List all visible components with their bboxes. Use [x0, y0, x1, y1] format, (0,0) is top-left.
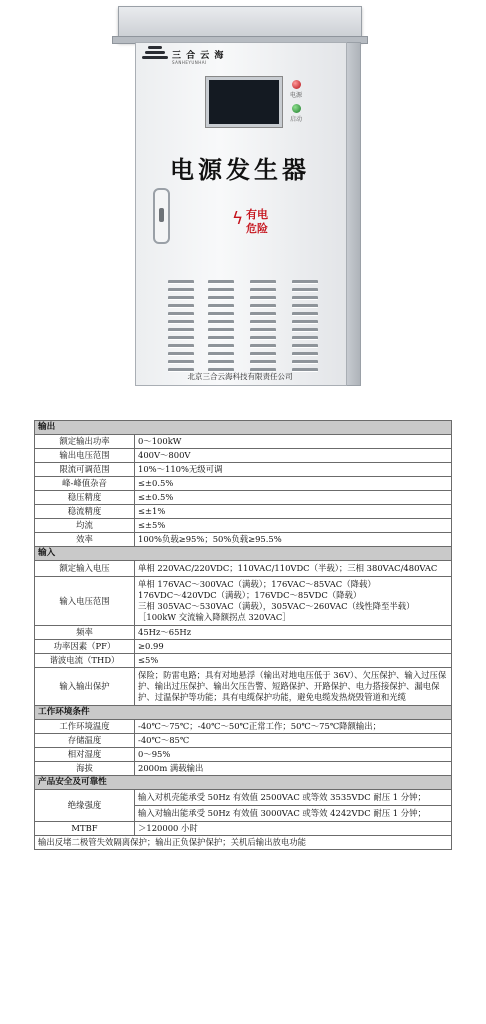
- spec-value: [135, 577, 452, 626]
- display-screen: [206, 77, 282, 127]
- logo-text: 三 合 云 海: [172, 51, 225, 61]
- table-row: [35, 561, 452, 577]
- vent-grille: [168, 280, 194, 366]
- spec-value-line: 三相 305VAC～530VAC（满载），305VAC～260VAC（线性降至半载）［100kW 交流输入降额拐点 320VAC］: [138, 601, 415, 622]
- spec-key: 稳压精度: [35, 491, 135, 505]
- spec-value: 单相 220VAC/220VDC；110VAC/110VDC（半载）；三相 380VAC/480VAC: [135, 561, 452, 577]
- section-row: [35, 706, 452, 720]
- table-row: [35, 748, 452, 762]
- spec-key: 海拔: [35, 762, 135, 776]
- spec-key: 均流: [35, 519, 135, 533]
- spec-key: 谐波电流（THD）: [35, 654, 135, 668]
- table-row: [35, 505, 452, 519]
- spec-value: -40℃～75℃；-40℃～50℃正常工作；50℃～75℃降额输出；: [135, 720, 452, 734]
- start-lamp-icon: [292, 104, 301, 113]
- manufacturer-label: 北京三合云海科技有限责任公司: [187, 372, 293, 381]
- spec-value: ≥0.99: [135, 640, 452, 654]
- spec-key: 稳流精度: [35, 505, 135, 519]
- vent-grille: [250, 280, 276, 366]
- product-image: [0, 0, 486, 390]
- logo-mark-icon: [142, 46, 168, 64]
- spec-value: 100%负载≥95%；50%负载≥95.5%: [135, 533, 452, 547]
- table-row: [35, 734, 452, 748]
- power-lamp-label: 电源: [290, 92, 303, 99]
- table-row: [35, 626, 452, 640]
- spec-value: 45Hz～65Hz: [135, 626, 452, 640]
- spec-key: 限流可调范围: [35, 463, 135, 477]
- table-row: [35, 519, 452, 533]
- spec-value: ≤±1%: [135, 505, 452, 519]
- start-lamp-label: 启动: [290, 116, 303, 123]
- spec-key: 输出电压范围: [35, 449, 135, 463]
- spec-key: 工作环境温度: [35, 720, 135, 734]
- danger-label: [246, 208, 286, 236]
- section-row: [35, 547, 452, 561]
- danger-label-line1: 有电: [246, 208, 268, 221]
- table-row: [35, 790, 452, 806]
- danger-label-line2: 危险: [246, 222, 268, 235]
- section-heading-output: 输出: [35, 421, 452, 435]
- spec-key: 额定输入电压: [35, 561, 135, 577]
- spec-key: 额定输出功率: [35, 435, 135, 449]
- spec-value-line: 176VDC～420VDC（满载）；176VDC～85VDC（降载）: [138, 590, 362, 600]
- table-row: [35, 668, 452, 706]
- section-heading-input: 输入: [35, 547, 452, 561]
- section-row: [35, 421, 452, 435]
- table-row: [35, 435, 452, 449]
- logo-subtext: SANHEYUNHAI: [172, 60, 207, 65]
- table-row: [35, 654, 452, 668]
- brand-logo: [142, 46, 242, 68]
- spec-value-line: 单相 176VAC～300VAC（满载）；176VAC～85VAC（降载）: [138, 579, 376, 589]
- spec-key: MTBF: [35, 822, 135, 836]
- spec-footer-note: 输出反堵二极管失效隔离保护；输出正负保护保护；关机后输出放电功能: [35, 836, 452, 850]
- spec-value: 保险；防雷电路；具有对地悬浮（输出对地电压低于 36V）、欠压保护、输入过压保护、输出过压保护、输出欠压告警、短路保护、开路保护、电力搭接保护、漏电保护、过温保护等功能；具有电缆保护功能，避免电缆发热烧毁管道和光缆: [135, 668, 452, 706]
- section-row: [35, 776, 452, 790]
- vent-grille: [208, 280, 234, 366]
- table-row: [35, 449, 452, 463]
- spec-value: 输入对输出能承受 50Hz 有效值 3000VAC 或等效 4242VDC 耐压 1 分钟；: [135, 806, 452, 822]
- spec-table: [34, 420, 452, 850]
- spec-value: 0～95%: [135, 748, 452, 762]
- table-row: [35, 762, 452, 776]
- table-row: [35, 477, 452, 491]
- spec-key: 输入输出保护: [35, 668, 135, 706]
- spec-key: 输入电压范围: [35, 577, 135, 626]
- spec-value: 2000m 满载输出: [135, 762, 452, 776]
- table-row: [35, 720, 452, 734]
- table-row: [35, 491, 452, 505]
- spec-value: ≤5%: [135, 654, 452, 668]
- cabinet-side: [345, 42, 361, 386]
- spec-key: 绝缘强度: [35, 790, 135, 822]
- cabinet-title: 电源发生器: [170, 156, 310, 184]
- door-handle-icon: [153, 188, 170, 244]
- spec-value: ≤±0.5%: [135, 491, 452, 505]
- table-row: [35, 533, 452, 547]
- section-heading-safety: 产品安全及可靠性: [35, 776, 452, 790]
- spec-key: 效率: [35, 533, 135, 547]
- spec-value: 10%～110%无级可调: [135, 463, 452, 477]
- spec-key: 峰-峰值杂音: [35, 477, 135, 491]
- spec-key: 功率因素（PF）: [35, 640, 135, 654]
- vent-grille: [292, 280, 318, 366]
- spec-value: ＞120000 小时: [135, 822, 452, 836]
- spec-value: ≤±5%: [135, 519, 452, 533]
- spec-value: 输入对机壳能承受 50Hz 有效值 2500VAC 或等效 3535VDC 耐压 1 分钟；: [135, 790, 452, 806]
- spec-key: 相对湿度: [35, 748, 135, 762]
- spec-key: 频率: [35, 626, 135, 640]
- table-row: [35, 640, 452, 654]
- table-row: [35, 577, 452, 626]
- spec-value: 400V～800V: [135, 449, 452, 463]
- spec-value: ≤±0.5%: [135, 477, 452, 491]
- table-row: [35, 463, 452, 477]
- spec-value: 0～100kW: [135, 435, 452, 449]
- lightning-warning-icon: ϟ: [232, 209, 244, 229]
- power-lamp-icon: [292, 80, 301, 89]
- section-heading-environment: 工作环境条件: [35, 706, 452, 720]
- table-row: [35, 836, 452, 850]
- spec-key: 存储温度: [35, 734, 135, 748]
- table-row: [35, 822, 452, 836]
- spec-value: -40℃～85℃: [135, 734, 452, 748]
